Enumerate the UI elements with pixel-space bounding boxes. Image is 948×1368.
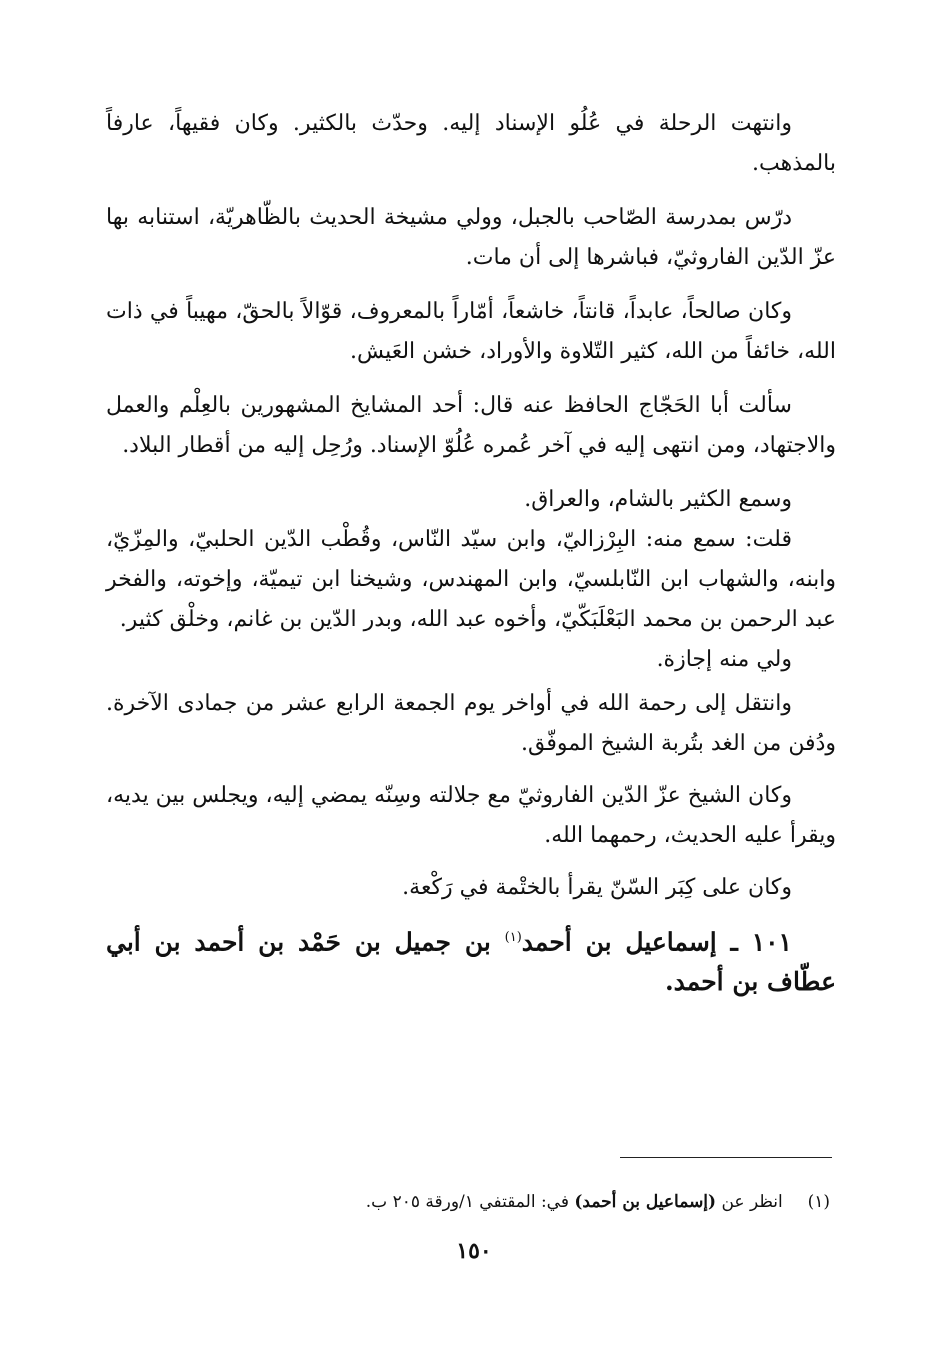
- paragraph: سألت أبا الحَجّاج الحافظ عنه قال: أحد المشايخ المشهورين بالعِلْم والعمل والاجتهاد، ومن انتهى إليه في آخر عُمره عُلُوّ الإسناد. ورُحِل إليه من أقطار البلاد.: [106, 393, 836, 458]
- paragraph: وكان الشيخ عزّ الدّين الفاروثيّ مع جلالته وسِنّه يمضي إليه، ويجلس بين يديه، ويقرأ عليه الحديث، رحمهما الله.: [106, 783, 836, 848]
- footnote-number: (١): [807, 1192, 830, 1212]
- paragraph: وكان على كِبَر السّنّ يقرأ بالختْمة في رَكْعة.: [402, 875, 792, 900]
- entry-name: ١٠١ ـ إسماعيل بن أحمد: [521, 927, 792, 957]
- footnote-divider: [620, 1157, 832, 1158]
- main-text: [106, 104, 836, 1002]
- paragraph: قلت: سمع منه: البِرْزاليّ، وابن سيّد النّاس، وقُطْب الدّين الحلبيّ، والمِزّيّ، وابنه، والشهاب ابن النّابلسيّ، وابن المهندس، وشيخنا ابن تيميّة، وإخوته، والفخر عبد الرحمن بن محمد البَعْلَبَكّيّ، وأخوه عبد الله، وبدر الدّين بن غانم، وخلْق كثير.: [106, 527, 836, 632]
- paragraph: وسمع الكثير بالشام، والعراق.: [524, 487, 792, 512]
- footnote-name: (إسماعيل بن أحمد): [574, 1192, 717, 1212]
- paragraph: وكان صالحاً، عابداً، قانتاً، خاشعاً، أمّاراً بالمعروف، قوّالاً بالحقّ، مهيباً في ذات الله، خائفاً من الله، كثير التّلاوة والأوراد، خشن العَيش.: [106, 299, 836, 364]
- page-number: ١٥٠: [456, 1238, 492, 1264]
- paragraph: ولي منه إجازة.: [656, 647, 792, 672]
- paragraph: وانتهت الرحلة في عُلُو الإسناد إليه. وحدّث بالكثير. وكان فقيهاً، عارفاً بالمذهب.: [106, 111, 836, 176]
- paragraph: وانتقل إلى رحمة الله في أواخر يوم الجمعة الرابع عشر من جمادى الآخرة. ودُفن من الغد بتُربة الشيخ الموفّق.: [106, 691, 836, 756]
- entry-lineage: بن جميل بن حَمْد بن أحمد بن أبي عطّاف بن أحمد.: [106, 927, 836, 997]
- footnote-source: في: المقتفي ١/ورقة ٢٠٥ ب.: [365, 1192, 569, 1212]
- footnote-lead: انظر عن: [721, 1192, 783, 1212]
- paragraph: درّس بمدرسة الصّاحب بالجبل، وولي مشيخة الحديث بالظّاهريّة، استنابه بها عزّ الدّين الفاروثيّ، فباشرها إلى أن مات.: [106, 205, 836, 270]
- footnote: [110, 1188, 830, 1216]
- entry-heading: [106, 918, 836, 1002]
- footnote-marker: (١): [504, 930, 522, 945]
